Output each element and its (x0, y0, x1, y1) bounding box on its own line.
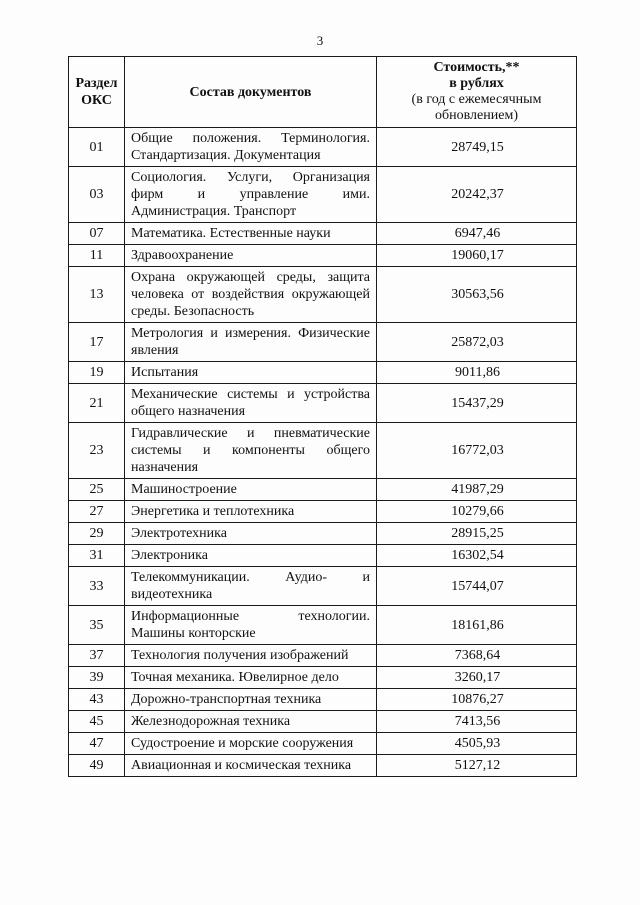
cell-document-name: Информационные технологии. Машины конторские (125, 606, 377, 645)
cell-oks-code: 07 (69, 223, 125, 245)
cell-oks-code: 11 (69, 245, 125, 267)
header-documents: Состав документов (125, 57, 377, 128)
cell-price: 20242,37 (377, 167, 577, 223)
cell-oks-code: 19 (69, 362, 125, 384)
table-row (69, 567, 577, 606)
cell-document-name: Здравоохранение (125, 245, 377, 267)
cell-oks-code: 03 (69, 167, 125, 223)
cell-document-name: Общие положения. Терминология. Стандартизация. Документация (125, 128, 377, 167)
header-section-oks (69, 57, 125, 128)
header-cost-line4: обновлением) (435, 108, 518, 123)
cell-price: 18161,86 (377, 606, 577, 645)
cell-price: 19060,17 (377, 245, 577, 267)
cell-oks-code: 43 (69, 689, 125, 711)
table-row (69, 755, 577, 777)
cell-price: 16302,54 (377, 545, 577, 567)
cell-price: 10876,27 (377, 689, 577, 711)
cell-price: 9011,86 (377, 362, 577, 384)
cell-oks-code: 37 (69, 645, 125, 667)
cell-document-name: Математика. Естественные науки (125, 223, 377, 245)
cell-price: 7413,56 (377, 711, 577, 733)
table-row (69, 423, 577, 479)
cell-price: 15437,29 (377, 384, 577, 423)
table-row (69, 223, 577, 245)
cell-oks-code: 33 (69, 567, 125, 606)
cell-document-name: Электротехника (125, 523, 377, 545)
page-number: 3 (316, 33, 324, 48)
cell-oks-code: 31 (69, 545, 125, 567)
cell-price: 7368,64 (377, 645, 577, 667)
cell-oks-code: 21 (69, 384, 125, 423)
cell-oks-code: 49 (69, 755, 125, 777)
table-row (69, 501, 577, 523)
cell-price: 3260,17 (377, 667, 577, 689)
table-row (69, 323, 577, 362)
cell-document-name: Судостроение и морские сооружения (125, 733, 377, 755)
cell-price: 6947,46 (377, 223, 577, 245)
price-table (68, 56, 577, 777)
header-cost-line1: Стоимость,** (433, 60, 520, 75)
cell-document-name: Электроника (125, 545, 377, 567)
cell-document-name: Метрология и измерения. Физические явления (125, 323, 377, 362)
cell-document-name: Точная механика. Ювелирное дело (125, 667, 377, 689)
cell-oks-code: 27 (69, 501, 125, 523)
cell-oks-code: 01 (69, 128, 125, 167)
table-header-row (69, 57, 577, 128)
cell-oks-code: 35 (69, 606, 125, 645)
table-row (69, 167, 577, 223)
cell-price: 25872,03 (377, 323, 577, 362)
cell-oks-code: 23 (69, 423, 125, 479)
cell-price: 30563,56 (377, 267, 577, 323)
header-cost-line3: (в год с ежемесячным (411, 92, 542, 107)
cell-oks-code: 13 (69, 267, 125, 323)
cell-oks-code: 25 (69, 479, 125, 501)
header-cost (377, 57, 577, 128)
cell-document-name: Железнодорожная техника (125, 711, 377, 733)
cell-document-name: Испытания (125, 362, 377, 384)
cell-price: 5127,12 (377, 755, 577, 777)
table-row (69, 733, 577, 755)
cell-price: 15744,07 (377, 567, 577, 606)
table-row (69, 245, 577, 267)
cell-document-name: Охрана окружающей среды, защита человека от воздействия окружающей среды. Безопасность (125, 267, 377, 323)
table-row (69, 606, 577, 645)
cell-document-name: Энергетика и теплотехника (125, 501, 377, 523)
cell-document-name: Гидравлические и пневматические системы и компоненты общего назначения (125, 423, 377, 479)
cell-price: 10279,66 (377, 501, 577, 523)
table-row (69, 267, 577, 323)
table-row (69, 479, 577, 501)
table-row (69, 645, 577, 667)
cell-price: 4505,93 (377, 733, 577, 755)
cell-document-name: Машиностроение (125, 479, 377, 501)
header-cost-line2: в рублях (449, 76, 504, 91)
header-section-line2: ОКС (81, 93, 112, 108)
cell-document-name: Технология получения изображений (125, 645, 377, 667)
cell-oks-code: 45 (69, 711, 125, 733)
cell-oks-code: 29 (69, 523, 125, 545)
header-section-line1: Раздел (75, 76, 118, 91)
table-row (69, 523, 577, 545)
table-row (69, 545, 577, 567)
cell-document-name: Авиационная и космическая техника (125, 755, 377, 777)
cell-oks-code: 47 (69, 733, 125, 755)
cell-price: 28915,25 (377, 523, 577, 545)
cell-price: 16772,03 (377, 423, 577, 479)
table-row (69, 362, 577, 384)
table-row (69, 689, 577, 711)
cell-price: 28749,15 (377, 128, 577, 167)
cell-price: 41987,29 (377, 479, 577, 501)
cell-document-name: Телекоммуникации. Аудио- и видеотехника (125, 567, 377, 606)
table-body (69, 128, 577, 777)
cell-oks-code: 17 (69, 323, 125, 362)
table-row (69, 128, 577, 167)
table-row (69, 384, 577, 423)
cell-document-name: Механические системы и устройства общего назначения (125, 384, 377, 423)
cell-oks-code: 39 (69, 667, 125, 689)
cell-document-name: Социология. Услуги, Организация фирм и управление ими. Администрация. Транспорт (125, 167, 377, 223)
table-row (69, 711, 577, 733)
table-row (69, 667, 577, 689)
cell-document-name: Дорожно-транспортная техника (125, 689, 377, 711)
